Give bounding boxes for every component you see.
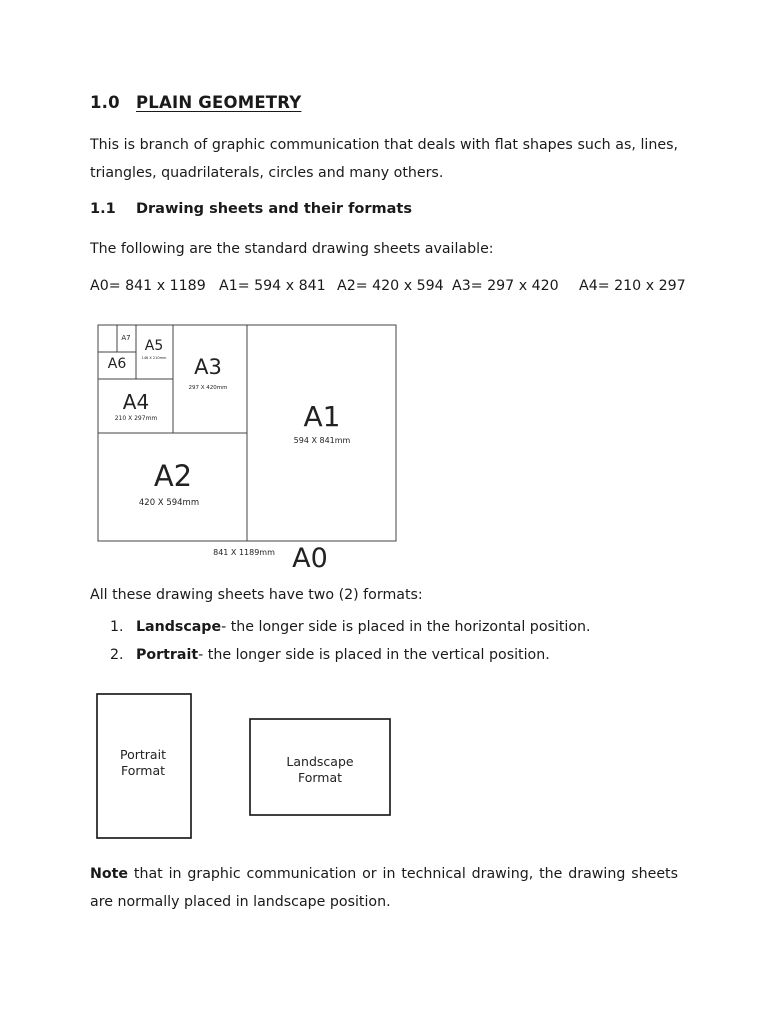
section-heading <box>90 93 301 112</box>
paper-size-diagram <box>90 318 410 576</box>
a1-label: A1 <box>303 400 341 433</box>
a5-label: A5 <box>144 338 164 354</box>
a0-dims: 841 X 1189mm <box>213 548 275 557</box>
note-text: that in graphic communication or in technical drawing, the drawing sheets are normally placed in landscape position. <box>90 866 678 910</box>
portrait-label-line2: Format <box>120 763 166 778</box>
note-term: Note <box>90 866 129 882</box>
section-number: 1.0 <box>90 93 120 112</box>
sheet-size-a1: A1= 594 x 841 <box>219 278 326 294</box>
sheets-intro: The following are the standard drawing sheets available: <box>90 241 494 257</box>
landscape-label-line2: Format <box>297 770 343 785</box>
intro-paragraph: This is branch of graphic communication that deals with flat shapes such as, lines, triangles, quadrilaterals, circles and many others. <box>90 137 678 181</box>
section-title: PLAIN GEOMETRY <box>136 93 302 112</box>
sheet-size-a2: A2= 420 x 594 <box>337 278 444 294</box>
a2-label: A2 <box>153 459 193 493</box>
sheet-size-a4: A4= 210 x 297 <box>579 278 686 294</box>
subsection-heading <box>90 201 412 217</box>
list-number: 1. <box>110 619 124 635</box>
a3-dims: 297 X 420mm <box>188 385 228 391</box>
a4-label: A4 <box>122 390 150 414</box>
a1-dims: 594 X 841mm <box>293 436 351 445</box>
sheet-size-a3: A3= 297 x 420 <box>452 278 559 294</box>
a0-label: A0 <box>292 543 328 574</box>
a5-dims: 148 X 210mm <box>141 356 167 360</box>
a4-dims: 210 X 297mm <box>114 415 158 422</box>
a3-label: A3 <box>194 355 222 379</box>
list-term: Portrait <box>136 647 199 663</box>
portrait-label-line1: Portrait <box>120 747 166 762</box>
list-item <box>110 647 550 663</box>
list-number: 2. <box>110 647 124 663</box>
format-diagram <box>90 688 400 844</box>
list-item <box>110 619 591 635</box>
list-description: - the longer side is placed in the horizontal position. <box>221 619 591 635</box>
a2-dims: 420 X 594mm <box>138 498 200 508</box>
subsection-title: Drawing sheets and their formats <box>136 201 412 217</box>
subsection-number: 1.1 <box>90 201 116 217</box>
list-term: Landscape <box>136 619 222 635</box>
formats-intro: All these drawing sheets have two (2) formats: <box>90 587 423 603</box>
list-description: - the longer side is placed in the vertical position. <box>198 647 550 663</box>
note-paragraph <box>90 860 678 916</box>
landscape-label-line1: Landscape <box>286 754 354 769</box>
sheet-size-a0: A0= 841 x 1189 <box>90 278 206 294</box>
a6-label: A6 <box>107 356 127 372</box>
a7-label: A7 <box>121 334 131 342</box>
